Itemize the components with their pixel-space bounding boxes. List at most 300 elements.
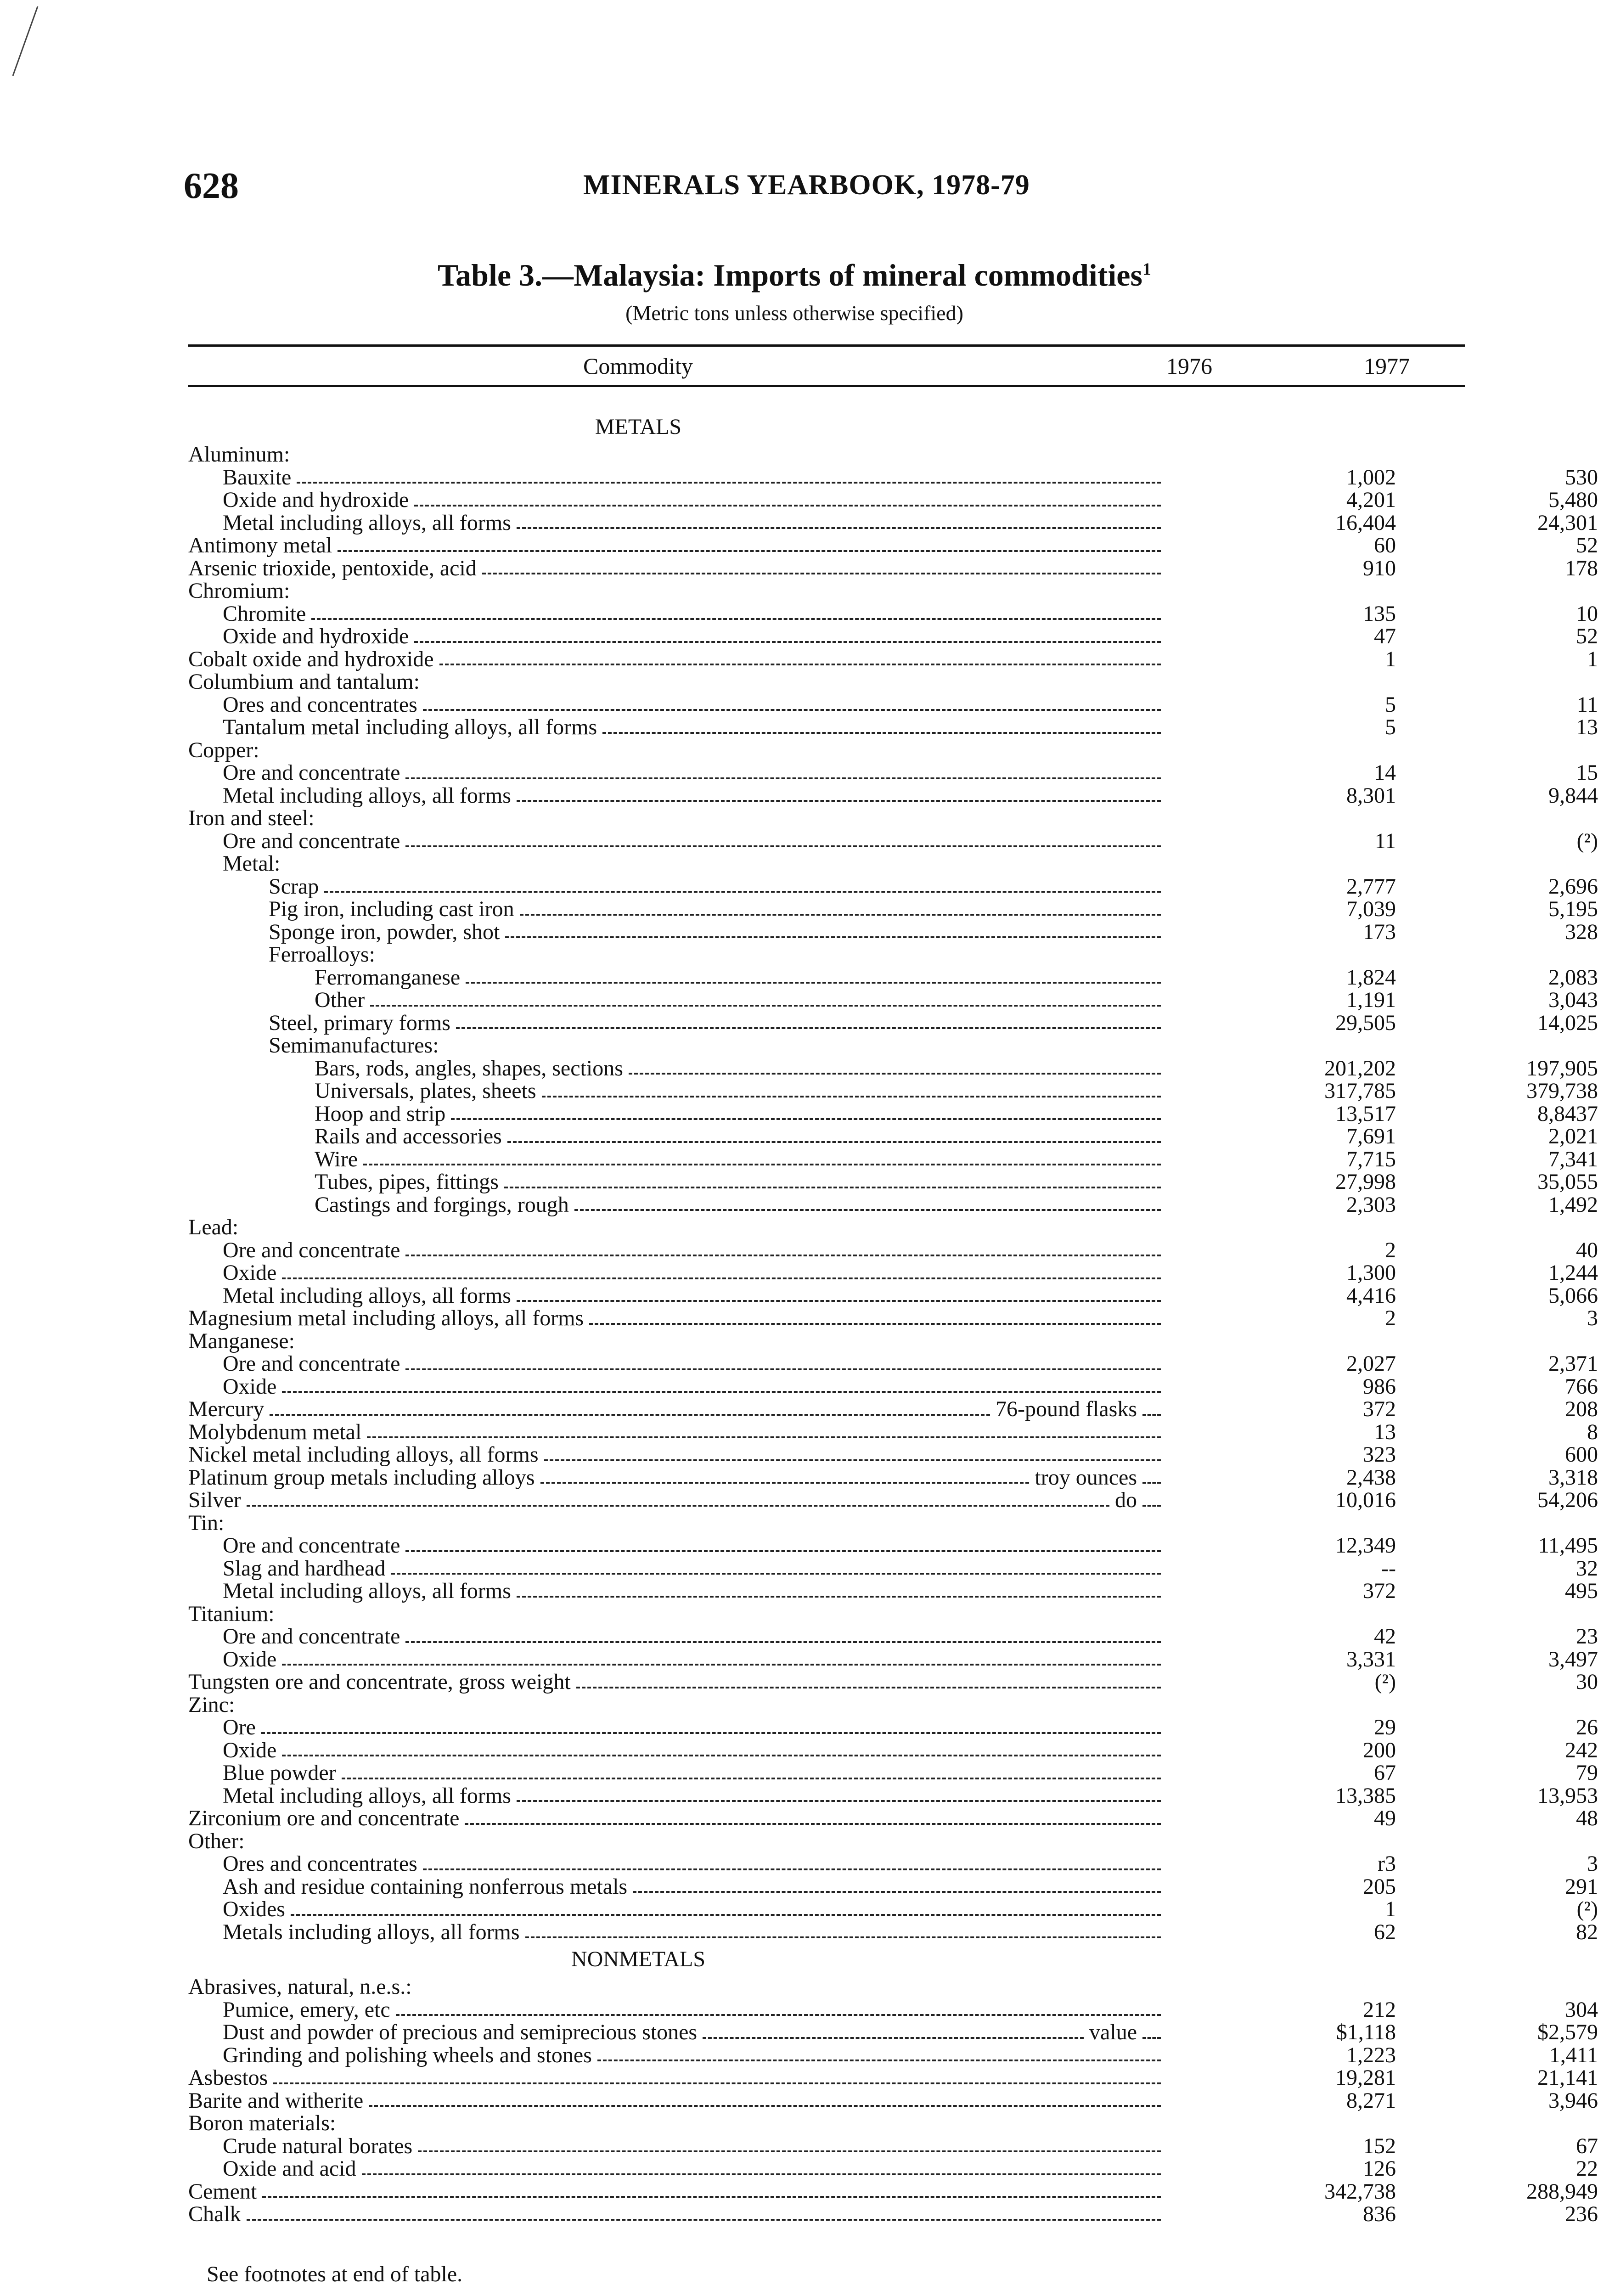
value-1976: 1,223 [1346, 2043, 1396, 2067]
value-1976: 1,300 [1346, 1261, 1396, 1285]
commodity-cell [188, 1466, 1166, 1489]
commodity-label: Other: [188, 1829, 245, 1853]
leader-dashes [262, 2196, 1161, 2198]
value-1976: 13,385 [1335, 1783, 1396, 1808]
value-1977: 26 [1576, 1715, 1598, 1739]
value-1977: 52 [1576, 624, 1598, 648]
table-row [188, 1261, 1598, 1285]
leader-dashes [517, 527, 1161, 529]
leader-dashes [363, 1164, 1161, 1165]
value-1977: (²) [1576, 828, 1598, 853]
table-row [188, 1238, 1598, 1262]
table-row [188, 1783, 1598, 1808]
commodity-cell [188, 1512, 1166, 1535]
leader-dashes [405, 1641, 1161, 1643]
value-1976: 12,349 [1335, 1533, 1396, 1558]
title-footnote-ref: 1 [1142, 259, 1151, 279]
value-1976: 200 [1363, 1738, 1396, 1762]
commodity-label: Aluminum: [188, 442, 290, 467]
commodity-label: Scrap [269, 874, 319, 899]
value-1977: 600 [1565, 1442, 1598, 1467]
commodity-label: Cobalt oxide and hydroxide [188, 647, 434, 671]
commodity-label: Boron materials: [188, 2111, 336, 2135]
commodity-cell [188, 2180, 1166, 2203]
commodity-label: Metal including alloys, all forms [223, 1783, 511, 1808]
commodity-cell [223, 716, 1166, 739]
commodity-cell [315, 1103, 1166, 1125]
table-row [188, 1874, 1598, 1899]
table-row [188, 1851, 1598, 1876]
commodity-label: Pumice, emery, etc [223, 1997, 390, 2022]
table-group-row [188, 943, 1465, 966]
commodity-cell [223, 1557, 1166, 1580]
leader-dashes [273, 2082, 1161, 2084]
value-1976: 317,785 [1324, 1079, 1396, 1103]
table-row [188, 2065, 1598, 2090]
leader-dashes [414, 641, 1161, 643]
table-row [188, 1101, 1598, 1126]
commodity-label: Metal including alloys, all forms [223, 1283, 511, 1308]
value-1977: 2,083 [1548, 965, 1598, 990]
table-row [188, 1192, 1598, 1217]
value-1976: 173 [1363, 919, 1396, 944]
leader-dashes [370, 1005, 1161, 1007]
value-1977: 22 [1576, 2156, 1598, 2181]
leader-dashes [597, 2060, 1161, 2061]
leader-dashes [482, 573, 1161, 574]
table-row [188, 874, 1598, 899]
table-row [188, 988, 1598, 1012]
value-1977: 530 [1565, 465, 1598, 490]
commodity-label: Cement [188, 2179, 257, 2204]
value-1976: 372 [1363, 1397, 1396, 1421]
value-1976: 205 [1363, 1874, 1396, 1899]
value-1977: 3,946 [1548, 2088, 1598, 2113]
commodity-cell [223, 1534, 1166, 1557]
table-group-row [188, 1330, 1465, 1353]
table-group-row [188, 670, 1465, 693]
value-1976: 1,191 [1346, 988, 1396, 1012]
commodity-cell [223, 625, 1166, 648]
table-row [188, 1374, 1598, 1399]
table-row [188, 647, 1598, 671]
value-1977: 208 [1565, 1397, 1598, 1421]
table-row [188, 1010, 1598, 1035]
table-title [0, 257, 1589, 293]
commodity-label: Ore and concentrate [223, 1533, 400, 1558]
leader-dashes [391, 1573, 1161, 1575]
column-header-1977: 1977 [1364, 353, 1410, 379]
commodity-cell [188, 1807, 1166, 1830]
value-1977: 291 [1565, 1874, 1598, 1899]
table-group-row [188, 1830, 1465, 1853]
leader-dashes [507, 1141, 1161, 1143]
table-row [188, 692, 1598, 717]
commodity-cell [223, 2157, 1166, 2180]
value-1976: 5 [1385, 692, 1396, 717]
commodity-cell [223, 1284, 1166, 1307]
table-row [188, 1556, 1598, 1581]
leader-dashes [282, 1277, 1161, 1279]
commodity-cell [223, 1580, 1166, 1603]
commodity-cell [223, 1998, 1166, 2021]
commodity-label: Ferroalloys: [269, 942, 375, 967]
commodity-cell [188, 1694, 1166, 1716]
value-1976: 126 [1363, 2156, 1396, 2181]
leader-dashes [1142, 1482, 1161, 1484]
value-1976: 8,301 [1346, 783, 1396, 808]
leader-dashes [505, 936, 1161, 938]
commodity-label: Ore [223, 1715, 256, 1739]
commodity-cell [223, 1875, 1166, 1898]
value-1977: 67 [1576, 2133, 1598, 2158]
value-1977: (²) [1576, 1897, 1598, 1921]
leader-dashes [574, 1209, 1161, 1211]
value-1977: 54,206 [1537, 1488, 1598, 1512]
table-row [188, 2156, 1598, 2181]
commodity-cell [223, 1352, 1166, 1375]
leader-dashes [466, 982, 1161, 984]
value-1977: 9,844 [1548, 783, 1598, 808]
leader-dashes [544, 1459, 1161, 1461]
table-row [188, 556, 1598, 580]
commodity-cell [223, 489, 1166, 512]
commodity-cell [188, 1603, 1166, 1626]
value-1977: 5,066 [1548, 1283, 1598, 1308]
leader-dashes [439, 664, 1161, 665]
section-heading [188, 411, 1465, 443]
value-1976: 7,039 [1346, 897, 1396, 921]
leader-dashes [542, 1096, 1161, 1097]
commodity-cell [315, 1148, 1166, 1171]
leader-dashes [405, 845, 1161, 847]
table-row [188, 1579, 1598, 1603]
value-1976: 7,691 [1346, 1124, 1396, 1148]
commodity-cell [188, 1489, 1166, 1512]
value-1976: 2 [1385, 1238, 1396, 1262]
commodity-label: Other [315, 988, 365, 1012]
value-1977: 288,949 [1526, 2179, 1598, 2204]
table-row [188, 1419, 1598, 1444]
value-1976: 8,271 [1346, 2088, 1396, 2113]
value-1976: 5 [1385, 715, 1396, 739]
commodity-label: Bars, rods, angles, shapes, sections [315, 1056, 623, 1080]
value-1977: 15 [1576, 760, 1598, 785]
value-1977: 1,492 [1548, 1192, 1598, 1217]
value-1977: 1,244 [1548, 1261, 1598, 1285]
commodity-cell [188, 1307, 1166, 1330]
table-row [188, 1351, 1598, 1376]
table-row [188, 1283, 1598, 1308]
unit-label: troy ounces [1035, 1465, 1137, 1490]
leader-dashes [247, 1505, 1109, 1507]
pen-mark [9, 5, 41, 78]
commodity-label: Platinum group metals including alloys [188, 1465, 535, 1490]
value-1977: 3,497 [1548, 1647, 1598, 1671]
table-row [188, 897, 1598, 921]
table-title-text: Table 3.—Malaysia: Imports of mineral commodities [438, 258, 1142, 293]
commodity-cell [269, 1034, 1166, 1057]
value-1977: 328 [1565, 919, 1598, 944]
table-row [188, 2088, 1598, 2113]
commodity-label: Sponge iron, powder, shot [269, 919, 500, 944]
value-1977: 52 [1576, 533, 1598, 557]
page-header [184, 165, 1469, 207]
value-1976: 62 [1374, 1919, 1396, 1944]
commodity-cell [315, 1125, 1166, 1148]
commodity-label: Metal including alloys, all forms [223, 510, 511, 535]
value-1977: 13 [1576, 715, 1598, 739]
leader-dashes [324, 891, 1161, 893]
commodity-label: Arsenic trioxide, pentoxide, acid [188, 556, 477, 580]
leader-dashes [297, 482, 1161, 484]
leader-dashes [1142, 1414, 1161, 1416]
leader-dashes [282, 1391, 1161, 1393]
commodity-cell [223, 1716, 1166, 1739]
table-row [188, 1442, 1598, 1467]
table-row [188, 1738, 1598, 1762]
commodity-label: Zinc: [188, 1692, 235, 1717]
commodity-label: Oxide and hydroxide [223, 488, 409, 512]
table-header-rule [188, 385, 1465, 387]
leader-dashes [456, 1027, 1161, 1029]
value-1976: 13 [1374, 1419, 1396, 1444]
value-1977: 14,025 [1537, 1010, 1598, 1035]
leader-dashes [1142, 2037, 1161, 2039]
commodity-label: Ores and concentrates [223, 692, 417, 717]
footnote-reference: See footnotes at end of table. [207, 2262, 463, 2286]
value-1977: 11,495 [1538, 1533, 1598, 1558]
value-1977: 495 [1565, 1579, 1598, 1603]
commodity-label: Antimony metal [188, 533, 332, 557]
value-1976: 986 [1363, 1374, 1396, 1399]
table-group-row [188, 1216, 1465, 1239]
value-1977: 1 [1587, 647, 1598, 671]
leader-dashes [247, 2219, 1161, 2221]
value-1976: 4,201 [1346, 488, 1396, 512]
table-row [188, 2133, 1598, 2158]
leader-dashes [291, 1914, 1161, 1916]
value-1976: 29 [1374, 1715, 1396, 1739]
table-row [188, 1170, 1598, 1194]
value-1976: $1,118 [1336, 2020, 1396, 2044]
leader-dashes [517, 1800, 1161, 1802]
commodity-cell [223, 1625, 1166, 1648]
value-1976: 2,303 [1346, 1192, 1396, 1217]
value-1976: 29,505 [1335, 1010, 1396, 1035]
table-row [188, 828, 1598, 853]
commodity-label: Ferromanganese [315, 965, 461, 990]
commodity-cell [223, 693, 1166, 716]
leader-dashes [525, 1936, 1161, 1938]
value-1976: 2,438 [1346, 1465, 1396, 1490]
commodity-label: Steel, primary forms [269, 1010, 450, 1035]
commodity-label: Crude natural borates [223, 2133, 413, 2158]
commodity-cell [188, 648, 1166, 671]
commodity-label: Ash and residue containing nonferrous metals [223, 1874, 628, 1899]
commodity-cell [315, 1057, 1166, 1080]
table-row [188, 510, 1598, 535]
table-row [188, 783, 1598, 808]
value-1976: 67 [1374, 1761, 1396, 1785]
commodity-label: Tubes, pipes, fittings [315, 1170, 499, 1194]
commodity-label: Chromite [223, 601, 306, 626]
commodity-cell [188, 443, 1166, 466]
value-1976: 342,738 [1324, 2179, 1396, 2204]
value-1976: 60 [1374, 533, 1396, 557]
table-row [188, 1761, 1598, 1785]
table-row [188, 1897, 1598, 1921]
value-1976: 372 [1363, 1579, 1396, 1603]
commodity-label: Metal: [223, 851, 281, 876]
commodity-label: Oxide [223, 1374, 277, 1399]
unit-label: value [1089, 2020, 1137, 2044]
value-1976: 2,777 [1346, 874, 1396, 899]
value-1976: 4,416 [1346, 1283, 1396, 1308]
commodity-label: Columbium and tantalum: [188, 670, 420, 694]
commodity-cell [269, 921, 1166, 944]
commodity-label: Grinding and polishing wheels and stones [223, 2043, 592, 2067]
table-row [188, 1147, 1598, 1171]
table-group-row [188, 1512, 1465, 1535]
running-head: MINERALS YEARBOOK, 1978-79 [583, 169, 1030, 201]
value-1976: 11 [1374, 828, 1396, 853]
commodity-cell [223, 852, 1166, 875]
value-1976: r3 [1378, 1851, 1396, 1876]
table-row [188, 715, 1598, 739]
commodity-cell [269, 875, 1166, 898]
value-1977: 40 [1576, 1238, 1598, 1262]
leader-dashes [520, 914, 1161, 916]
commodity-cell [223, 830, 1166, 853]
value-1977: 82 [1576, 1919, 1598, 1944]
commodity-label: Pig iron, including cast iron [269, 897, 514, 921]
table-row [188, 624, 1598, 648]
value-1976: -- [1381, 1556, 1396, 1581]
commodity-cell [269, 898, 1166, 921]
leader-dashes [338, 550, 1161, 552]
leader-dashes [504, 1187, 1161, 1188]
table-row [188, 1533, 1598, 1558]
leader-dashes [517, 1596, 1161, 1598]
value-1977: $2,579 [1537, 2020, 1598, 2044]
commodity-cell [315, 1193, 1166, 1216]
table-group-row [188, 580, 1465, 602]
commodity-cell [188, 1830, 1166, 1853]
value-1977: 48 [1576, 1806, 1598, 1830]
value-1977: 236 [1565, 2202, 1598, 2226]
value-1977: 379,738 [1526, 1079, 1598, 1103]
table-row [188, 919, 1598, 944]
value-1976: 1 [1385, 1897, 1396, 1921]
value-1976: 2 [1385, 1306, 1396, 1330]
value-1976: 1,002 [1346, 465, 1396, 490]
table-row [188, 1306, 1598, 1330]
value-1976: 201,202 [1324, 1056, 1396, 1080]
table-row [188, 1919, 1598, 1944]
commodity-label: Castings and forgings, rough [315, 1192, 569, 1217]
leader-dashes [629, 1073, 1161, 1075]
table-row [188, 760, 1598, 785]
commodity-cell [188, 1330, 1166, 1353]
table-group-row [188, 1975, 1465, 1998]
commodity-label: Tin: [188, 1510, 225, 1535]
table-group-row [188, 1034, 1465, 1057]
leader-dashes [282, 1664, 1161, 1666]
table-row [188, 465, 1598, 490]
table-row [188, 1079, 1598, 1103]
leader-dashes [405, 1255, 1161, 1256]
value-1976: (²) [1374, 1670, 1396, 1694]
value-1977: 1,411 [1549, 2043, 1598, 2067]
commodity-cell [223, 602, 1166, 625]
commodity-cell [223, 466, 1166, 489]
commodity-label: Iron and steel: [188, 806, 315, 830]
value-1976: 1,824 [1346, 965, 1396, 990]
value-1977: 304 [1565, 1997, 1598, 2022]
leader-dashes [602, 732, 1161, 734]
commodity-cell [223, 1239, 1166, 1262]
commodity-cell [188, 557, 1166, 580]
commodity-label: Rails and accessories [315, 1124, 502, 1148]
value-1976: 19,281 [1335, 2065, 1396, 2090]
commodity-cell [223, 1739, 1166, 1762]
value-1977: 2,696 [1548, 874, 1598, 899]
value-1976: 16,404 [1335, 510, 1396, 535]
commodity-cell [188, 1398, 1166, 1421]
commodity-label: Bauxite [223, 465, 292, 490]
leader-dashes [396, 2014, 1161, 2016]
leader-dashes [589, 1323, 1161, 1325]
table-group-row [188, 739, 1465, 762]
value-1976: 323 [1363, 1442, 1396, 1467]
commodity-cell [223, 1784, 1166, 1807]
value-1977: 2,021 [1548, 1124, 1598, 1148]
commodity-cell [223, 2021, 1166, 2044]
table-row [188, 1647, 1598, 1671]
commodity-cell [269, 943, 1166, 966]
commodity-label: Molybdenum metal [188, 1419, 362, 1444]
commodity-label: Tantalum metal including alloys, all forms [223, 715, 597, 739]
commodity-cell [223, 761, 1166, 784]
value-1977: 3 [1587, 1851, 1598, 1876]
value-1977: 79 [1576, 1761, 1598, 1785]
commodity-label: Copper: [188, 737, 259, 762]
commodity-label: Metal including alloys, all forms [223, 1579, 511, 1603]
value-1977: 30 [1576, 1670, 1598, 1694]
commodity-label: Metals including alloys, all forms [223, 1919, 520, 1944]
commodity-label: Oxide [223, 1738, 277, 1762]
commodity-cell [188, 1443, 1166, 1466]
value-1977: 178 [1565, 556, 1598, 580]
table-row [188, 1397, 1598, 1421]
commodity-cell [223, 2044, 1166, 2067]
commodity-cell [188, 739, 1166, 762]
commodity-label: Ore and concentrate [223, 1351, 400, 1376]
value-1977: 3,043 [1548, 988, 1598, 1012]
commodity-label: Ore and concentrate [223, 828, 400, 853]
commodity-label: Oxide [223, 1647, 277, 1671]
leader-dashes [362, 2173, 1161, 2175]
commodity-label: Lead: [188, 1215, 239, 1239]
commodity-cell [188, 2112, 1166, 2135]
value-1976: 910 [1363, 556, 1396, 580]
commodity-cell [223, 784, 1166, 807]
table-row [188, 1465, 1598, 1490]
value-1976: 14 [1374, 760, 1396, 785]
commodity-label: Oxides [223, 1897, 285, 1921]
commodity-label: Titanium: [188, 1601, 275, 1626]
